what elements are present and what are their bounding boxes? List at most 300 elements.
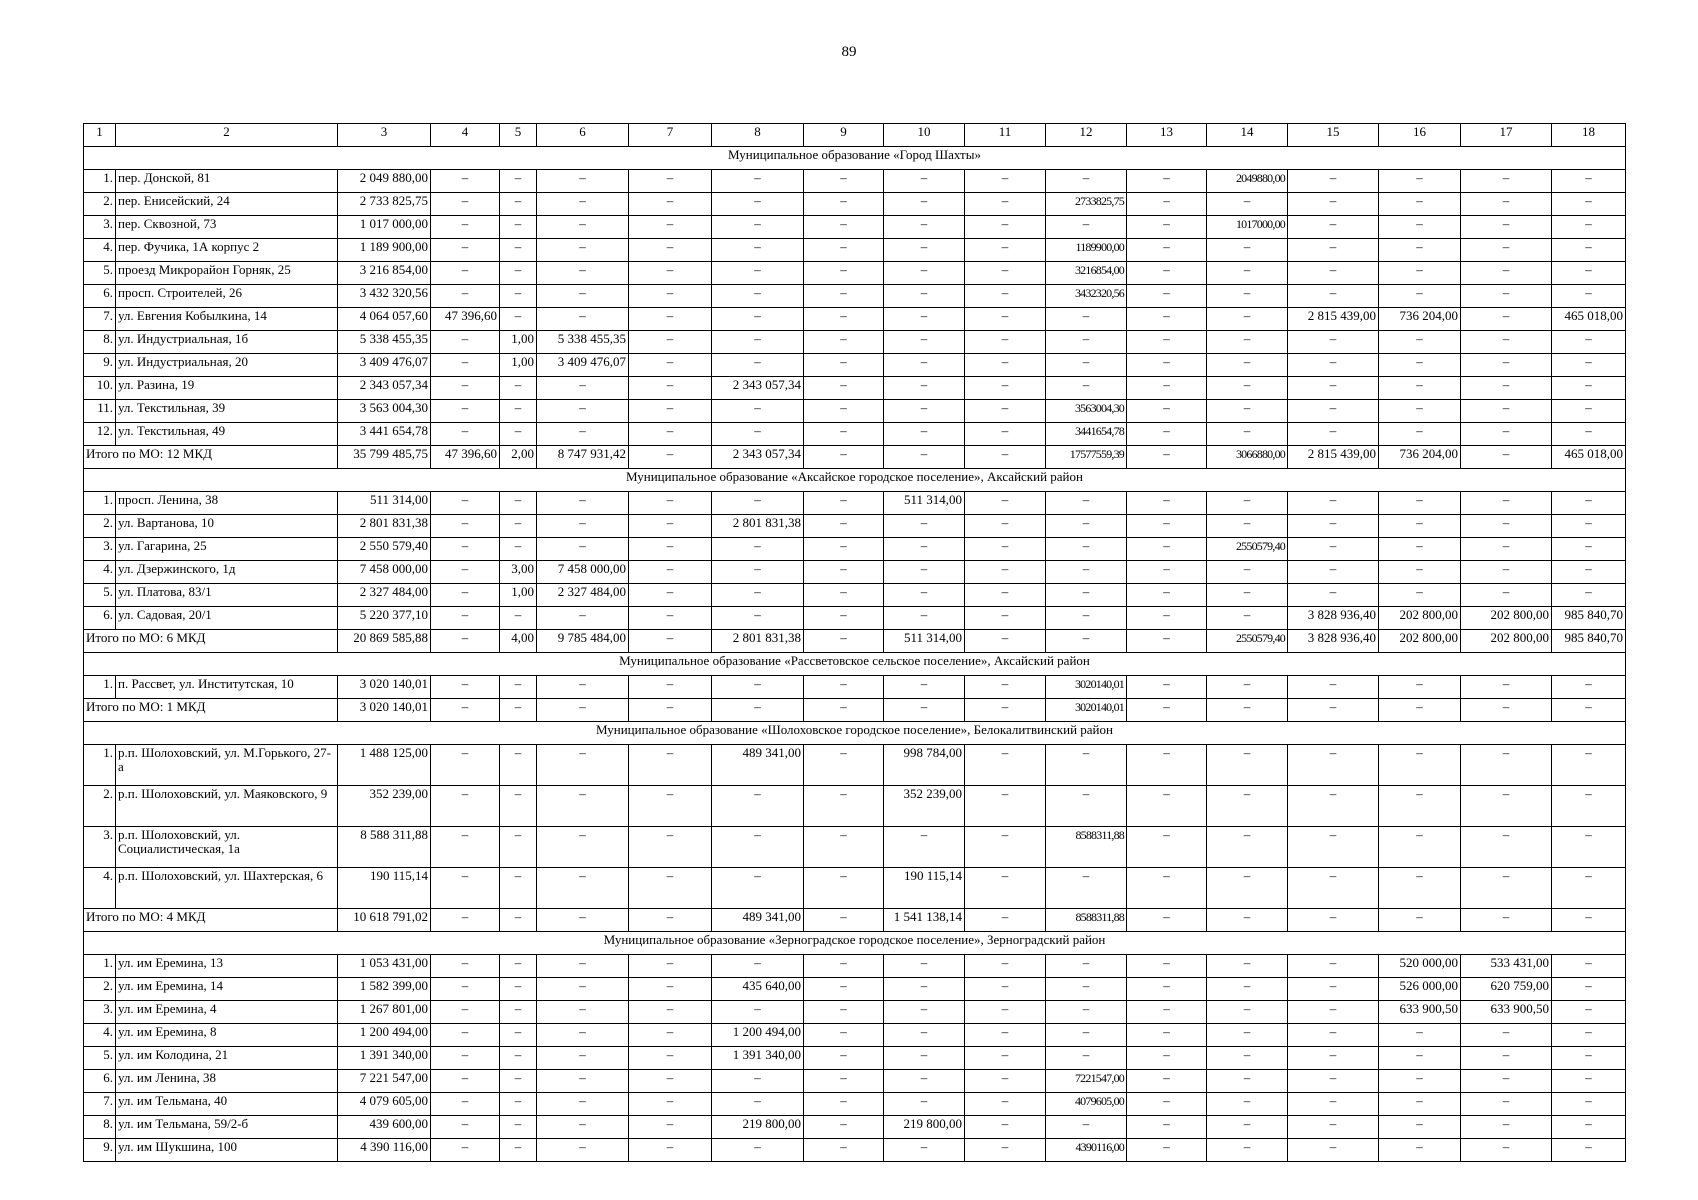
value-cell: – [1552, 193, 1626, 216]
value-cell: – [431, 676, 500, 699]
address-cell: ул. им Шукшина, 100 [116, 1139, 338, 1162]
value-cell: – [500, 607, 537, 630]
value-cell: – [500, 1001, 537, 1024]
table-row [84, 377, 1626, 400]
value-cell: – [1552, 1047, 1626, 1070]
value-cell: – [1288, 1001, 1379, 1024]
value-cell: 1 200 494,00 [338, 1024, 431, 1047]
value-cell: – [1552, 745, 1626, 786]
row-number: 5. [84, 584, 116, 607]
total-value: 2,00 [500, 446, 537, 469]
value-cell: 2 550 579,40 [338, 538, 431, 561]
value-cell: 1 017 000,00 [338, 216, 431, 239]
total-value: – [1552, 909, 1626, 932]
total-value: – [629, 446, 712, 469]
value-cell: – [629, 561, 712, 584]
table-row [84, 400, 1626, 423]
value-cell: – [431, 216, 500, 239]
value-cell: 7 458 000,00 [537, 561, 629, 584]
value-cell: – [1552, 354, 1626, 377]
value-cell: – [1288, 377, 1379, 400]
value-cell: – [1046, 515, 1127, 538]
table-row [84, 354, 1626, 377]
table-row [84, 262, 1626, 285]
total-value: 2550579,40 [1207, 630, 1288, 653]
value-cell: – [1288, 868, 1379, 909]
address-cell: р.п. Шолоховский, ул. Маяковского, 9 [116, 786, 338, 827]
value-cell: – [965, 676, 1046, 699]
row-number: 2. [84, 515, 116, 538]
value-cell: – [1461, 308, 1552, 331]
value-cell: – [1552, 216, 1626, 239]
total-value: – [537, 909, 629, 932]
value-cell: – [804, 1116, 884, 1139]
value-cell: – [1207, 285, 1288, 308]
value-cell: – [537, 1116, 629, 1139]
total-value: 202 800,00 [1461, 630, 1552, 653]
value-cell: – [965, 868, 1046, 909]
row-number: 5. [84, 1047, 116, 1070]
value-cell: – [537, 193, 629, 216]
value-cell: – [1046, 216, 1127, 239]
value-cell: – [431, 1047, 500, 1070]
address-cell: р.п. Шолоховский, ул. Социалистическая, 1а [116, 827, 338, 868]
value-cell: – [1207, 745, 1288, 786]
value-cell: – [431, 827, 500, 868]
value-cell: 633 900,50 [1461, 1001, 1552, 1024]
value-cell: – [1379, 868, 1461, 909]
address-cell: пер. Фучика, 1А корпус 2 [116, 239, 338, 262]
value-cell: – [1461, 377, 1552, 400]
value-cell: – [1461, 786, 1552, 827]
value-cell: – [1461, 354, 1552, 377]
value-cell: – [1288, 1139, 1379, 1162]
value-cell: – [804, 786, 884, 827]
section-title-row [84, 722, 1626, 745]
value-cell: 352 239,00 [338, 786, 431, 827]
value-cell: – [1127, 400, 1207, 423]
value-cell: – [712, 584, 804, 607]
value-cell: 7 221 547,00 [338, 1070, 431, 1093]
value-cell: – [1127, 1047, 1207, 1070]
value-cell: – [804, 1047, 884, 1070]
value-cell: 2 327 484,00 [537, 584, 629, 607]
value-cell: – [629, 285, 712, 308]
value-cell: – [1288, 1070, 1379, 1093]
value-cell: 3 441 654,78 [338, 423, 431, 446]
value-cell: 8588311,88 [1046, 827, 1127, 868]
row-number: 2. [84, 193, 116, 216]
section-title-row [84, 147, 1626, 170]
total-label: Итого по МО: 1 МКД [84, 699, 338, 722]
address-cell: ул. Садовая, 20/1 [116, 607, 338, 630]
value-cell: – [1127, 170, 1207, 193]
total-value: – [804, 630, 884, 653]
value-cell: – [884, 354, 965, 377]
value-cell: 202 800,00 [1461, 607, 1552, 630]
value-cell: – [500, 377, 537, 400]
value-cell: – [1552, 538, 1626, 561]
total-value: 1 541 138,14 [884, 909, 965, 932]
value-cell: – [1207, 676, 1288, 699]
value-cell: – [537, 423, 629, 446]
value-cell: 1 391 340,00 [712, 1047, 804, 1070]
value-cell: – [500, 955, 537, 978]
total-value: – [629, 630, 712, 653]
value-cell: – [1207, 308, 1288, 331]
value-cell: 2 733 825,75 [338, 193, 431, 216]
value-cell: 620 759,00 [1461, 978, 1552, 1001]
value-cell: – [1207, 193, 1288, 216]
value-cell: – [884, 515, 965, 538]
section-title: Муниципальное образование «Аксайское городское поселение», Аксайский район [84, 469, 1626, 492]
table-row [84, 1093, 1626, 1116]
value-cell: – [712, 955, 804, 978]
table-row [84, 308, 1626, 331]
row-number: 7. [84, 308, 116, 331]
value-cell: – [1288, 1093, 1379, 1116]
value-cell: 3563004,30 [1046, 400, 1127, 423]
value-cell: – [629, 308, 712, 331]
value-cell: – [1379, 193, 1461, 216]
value-cell: – [804, 262, 884, 285]
total-value: 202 800,00 [1379, 630, 1461, 653]
value-cell: 352 239,00 [884, 786, 965, 827]
value-cell: – [629, 978, 712, 1001]
total-value: – [1127, 909, 1207, 932]
total-value: 465 018,00 [1552, 446, 1626, 469]
value-cell: – [1552, 955, 1626, 978]
column-header: 9 [804, 124, 884, 147]
value-cell: – [965, 331, 1046, 354]
total-value: – [1461, 909, 1552, 932]
value-cell: – [1207, 262, 1288, 285]
value-cell: – [712, 1070, 804, 1093]
table-row [84, 538, 1626, 561]
value-cell: – [804, 561, 884, 584]
address-cell: пер. Енисейский, 24 [116, 193, 338, 216]
row-number: 6. [84, 1070, 116, 1093]
address-cell: ул. Дзержинского, 1д [116, 561, 338, 584]
value-cell: – [884, 538, 965, 561]
value-cell: – [431, 1116, 500, 1139]
value-cell: – [431, 262, 500, 285]
total-value: – [629, 699, 712, 722]
value-cell: 1,00 [500, 584, 537, 607]
value-cell: – [804, 607, 884, 630]
value-cell: – [431, 1139, 500, 1162]
value-cell: – [1207, 1001, 1288, 1024]
value-cell: – [431, 239, 500, 262]
value-cell: 489 341,00 [712, 745, 804, 786]
table-row [84, 786, 1626, 827]
value-cell: – [804, 308, 884, 331]
value-cell: – [804, 400, 884, 423]
value-cell: – [1552, 1093, 1626, 1116]
value-cell: – [712, 170, 804, 193]
value-cell: – [965, 492, 1046, 515]
row-number: 5. [84, 262, 116, 285]
value-cell: – [884, 170, 965, 193]
value-cell: – [1207, 239, 1288, 262]
value-cell: – [965, 170, 1046, 193]
value-cell: – [884, 676, 965, 699]
total-value: – [965, 699, 1046, 722]
address-cell: ул. Индустриальная, 1б [116, 331, 338, 354]
value-cell: – [1552, 423, 1626, 446]
value-cell: – [629, 538, 712, 561]
value-cell: 202 800,00 [1379, 607, 1461, 630]
value-cell: – [884, 331, 965, 354]
total-value: – [1461, 699, 1552, 722]
value-cell: – [1379, 1024, 1461, 1047]
table-row [84, 745, 1626, 786]
value-cell: – [1288, 515, 1379, 538]
total-value: – [1288, 699, 1379, 722]
value-cell: 1189900,00 [1046, 239, 1127, 262]
total-value: – [884, 446, 965, 469]
column-header: 15 [1288, 124, 1379, 147]
column-header: 7 [629, 124, 712, 147]
value-cell: – [965, 1116, 1046, 1139]
value-cell: 1 189 900,00 [338, 239, 431, 262]
column-header: 16 [1379, 124, 1461, 147]
row-number: 4. [84, 239, 116, 262]
row-number: 1. [84, 492, 116, 515]
value-cell: – [965, 423, 1046, 446]
value-cell: – [1207, 492, 1288, 515]
column-header: 1 [84, 124, 116, 147]
address-cell: ул. им Еремина, 14 [116, 978, 338, 1001]
value-cell: – [804, 584, 884, 607]
value-cell: – [965, 1024, 1046, 1047]
value-cell: – [965, 308, 1046, 331]
value-cell: – [500, 170, 537, 193]
value-cell: – [1127, 584, 1207, 607]
value-cell: – [500, 423, 537, 446]
address-cell: ул. им Еремина, 8 [116, 1024, 338, 1047]
value-cell: 3 563 004,30 [338, 400, 431, 423]
value-cell: – [712, 1093, 804, 1116]
table-row [84, 676, 1626, 699]
value-cell: – [965, 827, 1046, 868]
value-cell: 190 115,14 [884, 868, 965, 909]
value-cell: – [1461, 239, 1552, 262]
value-cell: – [537, 285, 629, 308]
value-cell: – [1046, 1116, 1127, 1139]
value-cell: 3 828 936,40 [1288, 607, 1379, 630]
address-cell: просп. Ленина, 38 [116, 492, 338, 515]
value-cell: – [1288, 331, 1379, 354]
total-label: Итого по МО: 4 МКД [84, 909, 338, 932]
value-cell: – [1288, 584, 1379, 607]
value-cell: – [1461, 492, 1552, 515]
value-cell: – [431, 377, 500, 400]
value-cell: – [431, 354, 500, 377]
value-cell: – [500, 1116, 537, 1139]
value-cell: – [1046, 354, 1127, 377]
value-cell: – [884, 285, 965, 308]
total-value: 736 204,00 [1379, 446, 1461, 469]
value-cell: – [500, 492, 537, 515]
value-cell: – [629, 354, 712, 377]
value-cell: – [500, 1024, 537, 1047]
value-cell: – [804, 423, 884, 446]
value-cell: – [1127, 262, 1207, 285]
section-title-row [84, 469, 1626, 492]
section-title-row [84, 653, 1626, 676]
value-cell: – [1552, 978, 1626, 1001]
value-cell: – [804, 827, 884, 868]
total-value: 20 869 585,88 [338, 630, 431, 653]
row-number: 3. [84, 827, 116, 868]
row-number: 2. [84, 978, 116, 1001]
value-cell: – [1288, 400, 1379, 423]
value-cell: – [1379, 216, 1461, 239]
table-row [84, 1047, 1626, 1070]
value-cell: – [1207, 377, 1288, 400]
address-cell: проезд Микрорайон Горняк, 25 [116, 262, 338, 285]
value-cell: – [712, 607, 804, 630]
value-cell: – [712, 354, 804, 377]
address-cell: ул. им Еремина, 4 [116, 1001, 338, 1024]
column-header: 5 [500, 124, 537, 147]
value-cell: – [1288, 786, 1379, 827]
value-cell: – [1379, 170, 1461, 193]
value-cell: – [1127, 607, 1207, 630]
value-cell: – [537, 1024, 629, 1047]
value-cell: – [1552, 868, 1626, 909]
address-cell: ул. Вартанова, 10 [116, 515, 338, 538]
value-cell: – [1046, 170, 1127, 193]
value-cell: – [431, 978, 500, 1001]
value-cell: – [1461, 584, 1552, 607]
table-row [84, 561, 1626, 584]
value-cell: 2 327 484,00 [338, 584, 431, 607]
value-cell: – [500, 285, 537, 308]
value-cell: 7221547,00 [1046, 1070, 1127, 1093]
value-cell: 4079605,00 [1046, 1093, 1127, 1116]
value-cell: 2 801 831,38 [338, 515, 431, 538]
value-cell: – [629, 1093, 712, 1116]
value-cell: – [431, 538, 500, 561]
address-cell: р.п. Шолоховский, ул. Шахтерская, 6 [116, 868, 338, 909]
row-number: 6. [84, 285, 116, 308]
value-cell: – [1046, 868, 1127, 909]
value-cell: – [1127, 561, 1207, 584]
value-cell: 1 267 801,00 [338, 1001, 431, 1024]
value-cell: – [1461, 1116, 1552, 1139]
section-title: Муниципальное образование «Шолоховское городское поселение», Белокалитвинский район [84, 722, 1626, 745]
value-cell: – [1461, 423, 1552, 446]
value-cell: – [1552, 515, 1626, 538]
value-cell: – [629, 1139, 712, 1162]
value-cell: – [965, 1047, 1046, 1070]
value-cell: – [965, 538, 1046, 561]
value-cell: – [629, 262, 712, 285]
section-title: Муниципальное образование «Город Шахты» [84, 147, 1626, 170]
value-cell: – [1207, 1139, 1288, 1162]
value-cell: – [1288, 354, 1379, 377]
total-value: – [1207, 699, 1288, 722]
value-cell: – [1207, 868, 1288, 909]
value-cell: – [804, 1093, 884, 1116]
value-cell: – [1379, 676, 1461, 699]
value-cell: – [537, 239, 629, 262]
value-cell: – [884, 584, 965, 607]
value-cell: – [965, 285, 1046, 308]
value-cell: – [1046, 331, 1127, 354]
value-cell: – [1127, 745, 1207, 786]
value-cell: – [537, 515, 629, 538]
table-row [84, 239, 1626, 262]
value-cell: 526 000,00 [1379, 978, 1461, 1001]
total-value: 17577559,39 [1046, 446, 1127, 469]
value-cell: – [431, 561, 500, 584]
value-cell: 3 409 476,07 [338, 354, 431, 377]
value-cell: – [1288, 216, 1379, 239]
value-cell: – [884, 400, 965, 423]
table-row [84, 978, 1626, 1001]
value-cell: – [629, 745, 712, 786]
value-cell: – [1127, 978, 1207, 1001]
value-cell: – [1288, 1047, 1379, 1070]
column-header: 13 [1127, 124, 1207, 147]
value-cell: 219 800,00 [712, 1116, 804, 1139]
value-cell: 2 815 439,00 [1288, 308, 1379, 331]
value-cell: – [537, 1047, 629, 1070]
value-cell: – [884, 262, 965, 285]
value-cell: – [1379, 239, 1461, 262]
value-cell: – [884, 216, 965, 239]
value-cell: – [1552, 170, 1626, 193]
value-cell: – [804, 868, 884, 909]
value-cell: – [804, 978, 884, 1001]
total-value: 3020140,01 [1046, 699, 1127, 722]
value-cell: – [537, 607, 629, 630]
address-cell: ул. им Колодина, 21 [116, 1047, 338, 1070]
total-value: – [500, 909, 537, 932]
total-row [84, 630, 1626, 653]
value-cell: – [884, 955, 965, 978]
value-cell: – [629, 239, 712, 262]
value-cell: – [1127, 216, 1207, 239]
value-cell: – [1127, 423, 1207, 446]
value-cell: – [537, 492, 629, 515]
total-value: – [1552, 699, 1626, 722]
value-cell: – [431, 423, 500, 446]
value-cell: 2733825,75 [1046, 193, 1127, 216]
total-value: – [804, 699, 884, 722]
value-cell: – [500, 193, 537, 216]
value-cell: – [629, 423, 712, 446]
total-value: – [1046, 630, 1127, 653]
value-cell: – [1379, 377, 1461, 400]
value-cell: – [1552, 561, 1626, 584]
value-cell: – [1379, 1139, 1461, 1162]
value-cell: – [1461, 170, 1552, 193]
value-cell: – [1207, 978, 1288, 1001]
value-cell: – [884, 423, 965, 446]
value-cell: – [500, 1139, 537, 1162]
value-cell: – [1288, 285, 1379, 308]
total-value: – [1379, 699, 1461, 722]
value-cell: 985 840,70 [1552, 607, 1626, 630]
value-cell: – [1127, 1070, 1207, 1093]
value-cell: – [712, 285, 804, 308]
row-number: 8. [84, 1116, 116, 1139]
value-cell: – [629, 400, 712, 423]
